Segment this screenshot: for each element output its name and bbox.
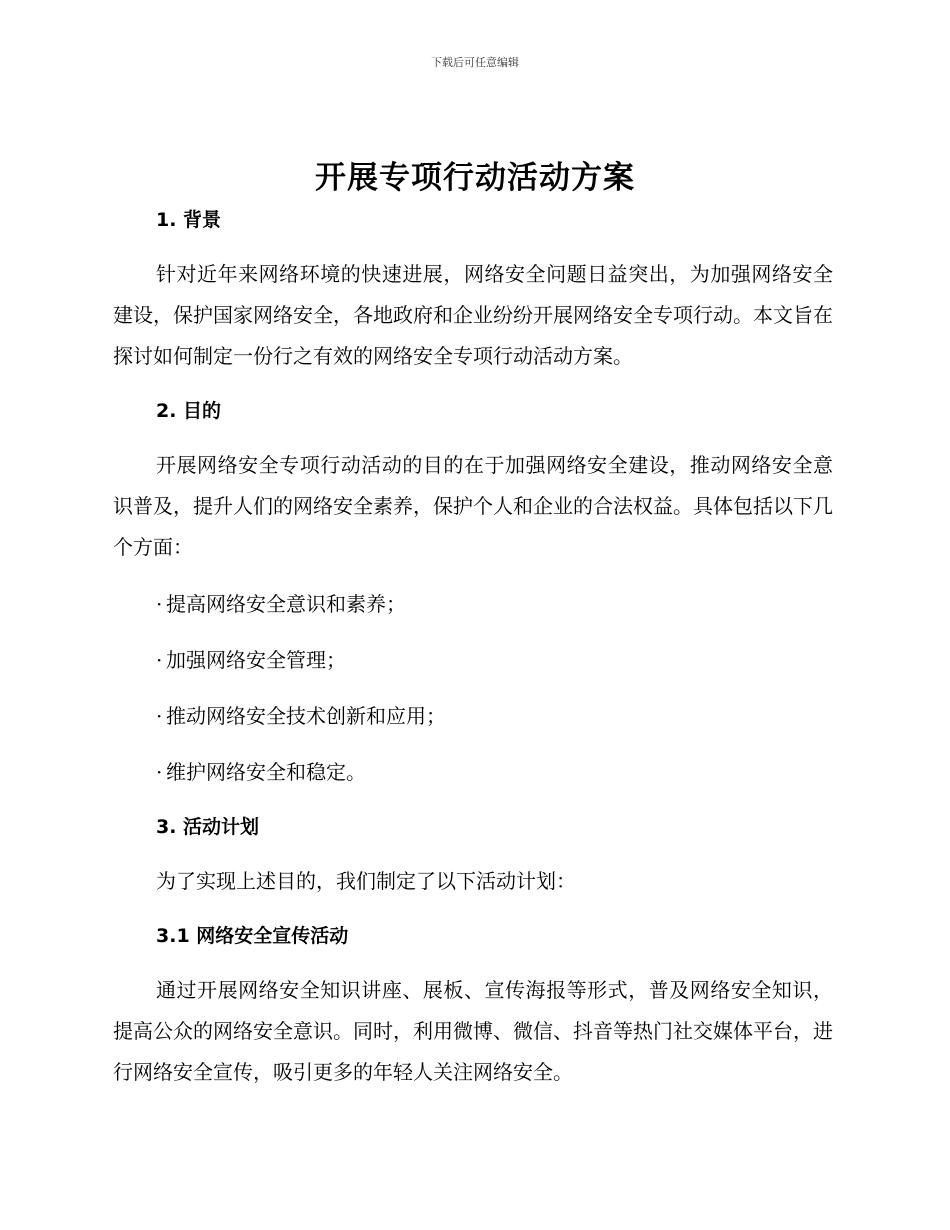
document-body: [113, 201, 833, 1093]
list-item: · 提高网络安全意识和素养；: [156, 592, 406, 616]
paragraph-purpose: 开展网络安全专项行动活动的目的在于加强网络安全建设，推动网络安全意识普及，提升人们的网络安全素养，保护个人和企业的合法权益。具体包括以下几个方面：: [113, 453, 833, 559]
document-title: 开展专项行动活动方案: [315, 160, 635, 196]
paragraph-publicity: 通过开展网络安全知识讲座、展板、宣传海报等形式，普及网络安全知识，提高公众的网络安全意识。同时，利用微博、微信、抖音等热门社交媒体平台，进行网络安全宣传，吸引更多的年轻人关注网络安全。: [113, 978, 833, 1084]
paragraph-background: 针对近年来网络环境的快速进展，网络安全问题日益突出，为加强网络安全建设，保护国家网络安全，各地政府和企业纷纷开展网络安全专项行动。本文旨在探讨如何制定一份行之有效的网络安全专项行动活动方案。: [113, 262, 833, 368]
list-item: · 加强网络安全管理；: [156, 648, 346, 672]
header-note: 下载后可任意编辑: [431, 56, 519, 69]
subsection-heading-publicity: 3.1 网络安全宣传活动: [156, 925, 349, 947]
section-heading-plan: 3. 活动计划: [156, 816, 260, 838]
section-heading-purpose: 2. 目的: [156, 400, 222, 422]
list-item: · 推动网络安全技术创新和应用；: [156, 704, 446, 728]
list-item: · 维护网络安全和稳定。: [156, 760, 366, 784]
section-heading-background: 1. 背景: [156, 209, 222, 231]
paragraph-plan-intro: 为了实现上述目的，我们制定了以下活动计划：: [156, 869, 576, 893]
